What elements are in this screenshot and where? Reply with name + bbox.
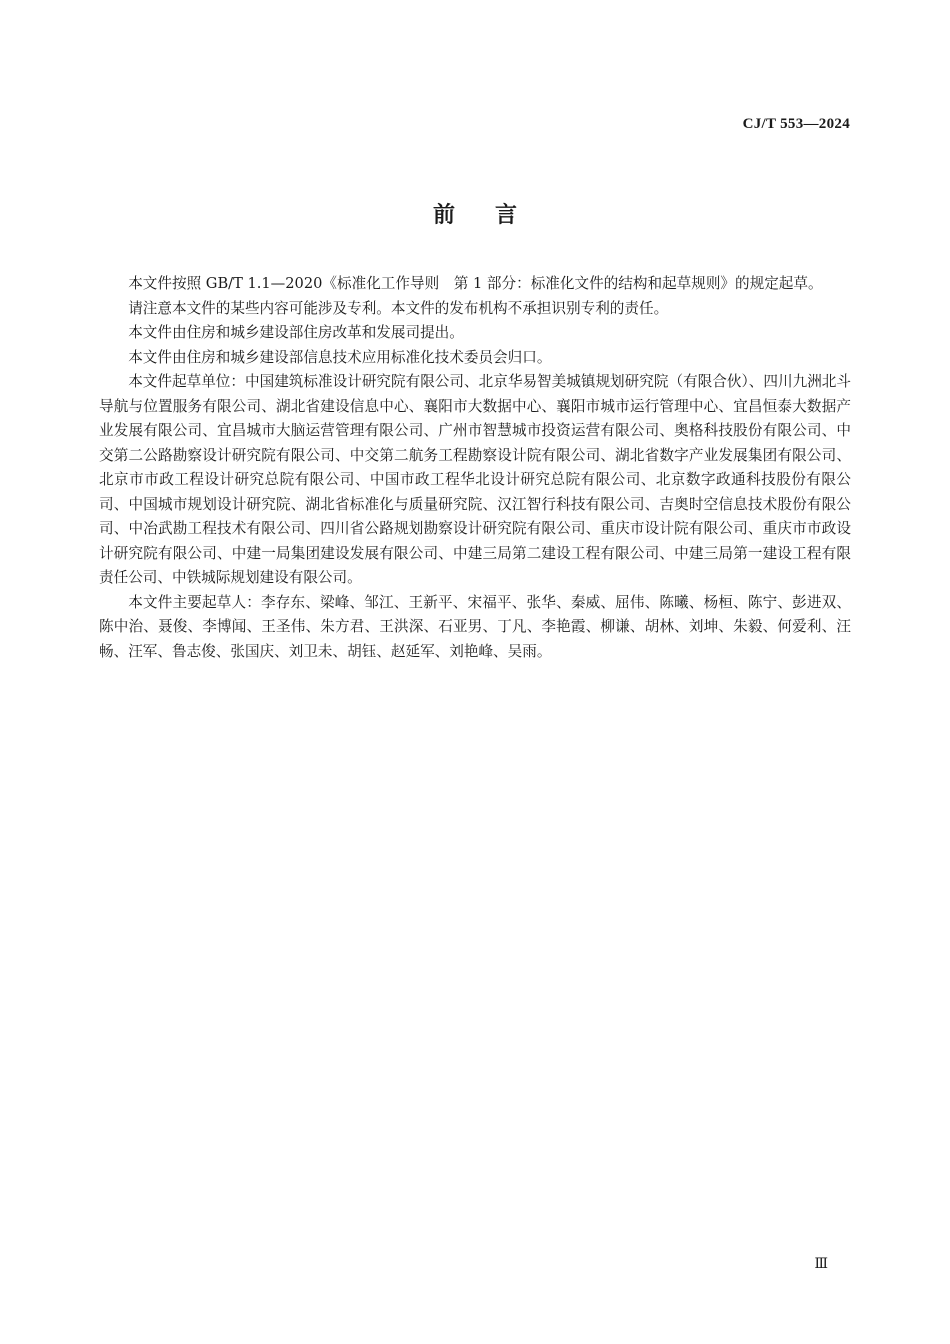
paragraph-patent-notice: 请注意本文件的某些内容可能涉及专利。本文件的发布机构不承担识别专利的责任。 (128, 299, 669, 317)
page-title: 前言 (432, 203, 557, 228)
paragraph-drafting-organizations: 本文件起草单位：中国建筑标准设计研究院有限公司、北京华易智美城镇规划研究院（有限合伙）、四川九洲北斗导航与位置服务有限公司、湖北省建设信息中心、襄阳市大数据中心、襄阳市城市运行管理中心、宜昌恒泰大数据产业发展有限公司、宜昌城市大脑运营管理有限公司、广州市智慧城市投资运营有限公司、奥格科技股份有限公司、中交第二公路勘察设计研究院有限公司、中交第二航务工程勘察设计院有限公司、湖北省数字产业发展集团有限公司、北京市市政工程设计研究总院有限公司、中国市政工程华北设计研究总院有限公司、北京数字政通科技股份有限公司、中国城市规划设计研究院、湖北省标准化与质量研究院、汉江智行科技有限公司、吉奥时空信息技术股份有限公司、中冶武勘工程技术有限公司、四川省公路规划勘察设计研究院有限公司、重庆市设计院有限公司、重庆市市政设计研究院有限公司、中建一局集团建设发展有限公司、中建三局第二建设工程有限公司、中建三局第一建设工程有限责任公司、中铁城际规划建设有限公司。 (99, 373, 851, 586)
paragraph-proposed-by: 本文件由住房和城乡建设部住房改革和发展司提出。 (128, 324, 464, 341)
preface-body (99, 272, 851, 664)
paragraph-drafting-rules: 本文件按照 GB/T 1.1—2020《标准化工作导则 第 1 部分：标准化文件的结构和起草规则》的规定起草。 (128, 275, 823, 292)
paragraph-drafters: 本文件主要起草人：李存东、梁峰、邹江、王新平、宋福平、张华、秦威、屈伟、陈曦、杨桓、陈宁、彭进双、陈中治、聂俊、李博闻、王圣伟、朱方君、王洪深、石亚男、丁凡、李艳霞、柳谦、胡林、刘坤、朱毅、何爱利、汪畅、汪军、鲁志俊、张国庆、刘卫未、胡钰、赵延军、刘艳峰、吴雨。 (99, 593, 851, 660)
page-number: Ⅲ (814, 1257, 828, 1272)
paragraph-under-jurisdiction: 本文件由住房和城乡建设部信息技术应用标准化技术委员会归口。 (128, 348, 552, 366)
standard-number: CJ/T 553—2024 (742, 116, 850, 132)
